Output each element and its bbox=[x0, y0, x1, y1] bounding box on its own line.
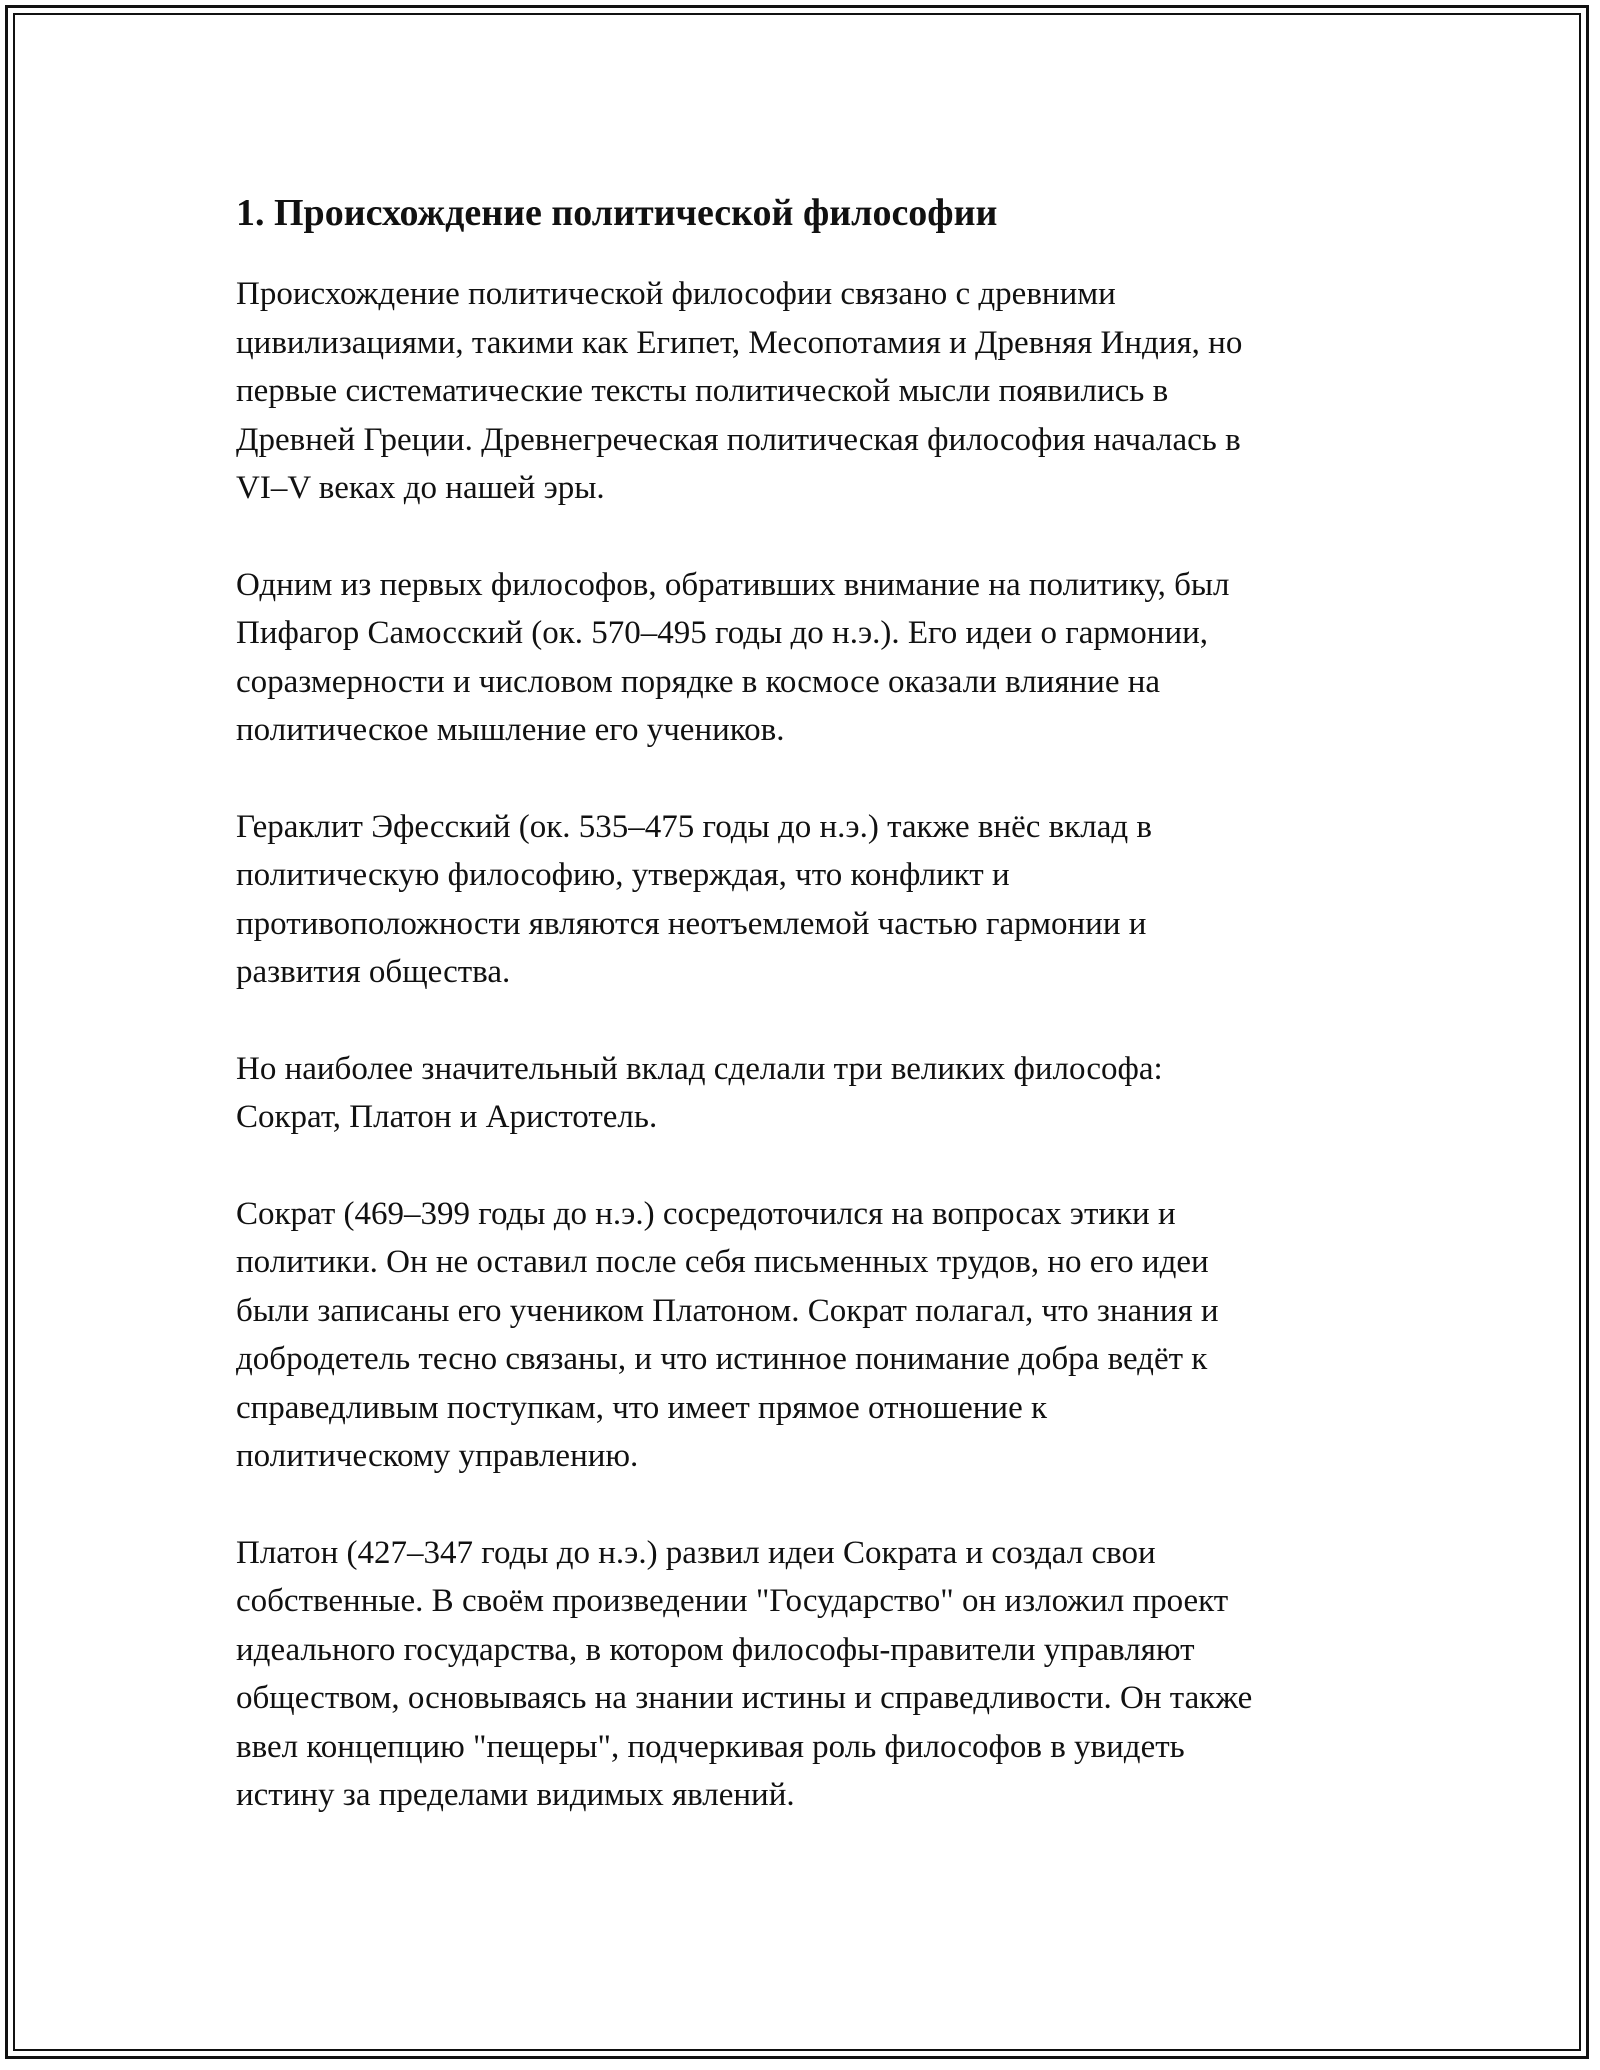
paragraph-line: ввел концепцию "пещеры", подчеркивая роль философов в увидеть bbox=[236, 1728, 1185, 1765]
paragraph-pythagoras bbox=[236, 561, 1376, 755]
paragraph-line: Одним из первых философов, обративших внимание на политику, был bbox=[236, 566, 1230, 603]
section-title: 1. Происхождение политической философии bbox=[236, 192, 998, 234]
paragraph-line: политическое мышление его учеников. bbox=[236, 712, 785, 748]
paragraph-line: VI–V веках до нашей эры. bbox=[236, 470, 605, 506]
paragraph-line: первые систематические тексты политической мысли появились в bbox=[236, 373, 1169, 409]
paragraph-line: истину за пределами видимых явлений. bbox=[236, 1777, 795, 1813]
paragraph-plato bbox=[236, 1529, 1376, 1820]
paragraph-line: Пифагор Самосский (ок. 570–495 годы до н.э.). Его идеи о гармонии, bbox=[236, 615, 1209, 651]
paragraph-line: политическую философию, утверждая, что конфликт и bbox=[236, 857, 1010, 893]
paragraph-origin bbox=[236, 270, 1376, 513]
paragraph-line: Сократ, Платон и Аристотель. bbox=[236, 1099, 658, 1135]
paragraph-heraclitus bbox=[236, 803, 1376, 997]
paragraph-line: Древней Греции. Древнегреческая политическая философия началась в bbox=[236, 421, 1241, 458]
paragraph-line: собственные. В своём произведении "Государство" он изложил проект bbox=[236, 1583, 1229, 1619]
paragraph-line: соразмерности и числовом порядке в космосе оказали влияние на bbox=[236, 663, 1161, 700]
paragraph-socrates bbox=[236, 1190, 1376, 1481]
paragraph-line: политическому управлению. bbox=[236, 1438, 639, 1474]
paragraph-great-philosophers bbox=[236, 1045, 1376, 1142]
paragraph-line: развития общества. bbox=[236, 954, 511, 990]
paragraph-line: Но наиболее значительный вклад сделали три великих философа: bbox=[236, 1050, 1163, 1087]
paragraph-line: Гераклит Эфесский (ок. 535–475 годы до н.э.) также внёс вклад в bbox=[236, 808, 1152, 845]
paragraph-line: Происхождение политической философии связано с древними bbox=[236, 276, 1116, 312]
paragraph-line: справедливым поступкам, что имеет прямое отношение к bbox=[236, 1389, 1048, 1426]
paragraph-line: были записаны его учеником Платоном. Сократ полагал, что знания и bbox=[236, 1292, 1219, 1329]
paragraph-line: Платон (427–347 годы до н.э.) развил идеи Сократа и создал свои bbox=[236, 1534, 1156, 1571]
paragraph-line: цивилизациями, такими как Египет, Месопотамия и Древняя Индия, но bbox=[236, 324, 1243, 361]
paragraph-line: политики. Он не оставил после себя письменных трудов, но его идеи bbox=[236, 1244, 1209, 1280]
paragraph-line: Сократ (469–399 годы до н.э.) сосредоточился на вопросах этики и bbox=[236, 1195, 1176, 1232]
paragraph-line: идеального государства, в котором философы-правители управляют bbox=[236, 1631, 1195, 1668]
paragraph-line: противоположности являются неотъемлемой частью гармонии и bbox=[236, 905, 1147, 942]
paragraph-line: добродетель тесно связаны, и что истинное понимание добра ведёт к bbox=[236, 1341, 1208, 1377]
paragraph-line: обществом, основываясь на знании истины и справедливости. Он также bbox=[236, 1680, 1253, 1716]
document-body bbox=[236, 188, 1376, 1868]
